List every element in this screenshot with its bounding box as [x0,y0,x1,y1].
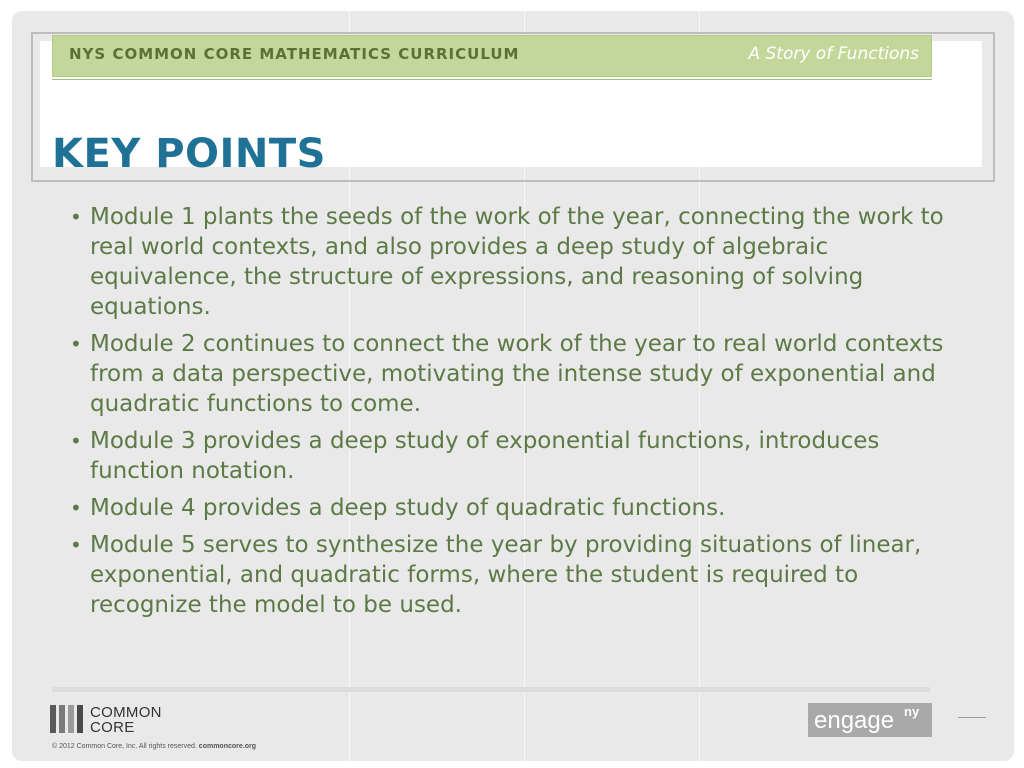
key-points-list [70,202,970,627]
curriculum-name: NYS COMMON CORE MATHEMATICS CURRICULUM [69,45,520,63]
footer-accent-line [958,717,986,718]
list-item: • Module 1 plants the seeds of the work of the year, connecting the work to real world contexts, and also provides a deep study of algebraic equivalence, the structure of expressions, and reasoning of solving equations. [70,202,970,322]
list-item: • Module 3 provides a deep study of exponential functions, introduces function notation. [70,426,970,486]
copyright-link[interactable]: commoncore.org [198,743,256,750]
logo-bar-icon [50,705,56,733]
header-divider [52,79,932,80]
engage-sup: ny [904,704,920,719]
slide [12,11,1014,761]
engage-word: engage [814,707,895,734]
list-item: • Module 2 continues to connect the work of the year to real world contexts from a data perspective, motivating the intense study of exponential and quadratic functions to come. [70,329,970,419]
story-name: A Story of Functions [748,44,919,64]
list-item: • Module 4 provides a deep study of quadratic functions. [70,493,970,523]
logo-bar-icon [59,705,65,733]
page-title: KEY POINTS [52,131,326,177]
logo-line: CORE [90,719,135,736]
copyright-notice [52,743,256,750]
logo-text [90,705,162,735]
footer-divider [52,687,930,692]
engage-ny-logo [808,703,932,737]
logo-line: COMMON [90,704,162,721]
copyright-text: © 2012 Common Core, Inc. All rights reserved. [52,743,197,750]
logo-bar-icon [68,705,74,733]
common-core-logo [50,705,190,741]
curriculum-header [52,35,932,77]
list-item: • Module 5 serves to synthesize the year by providing situations of linear, exponential, and quadratic forms, where the student is required to recognize the model to be used. [70,530,970,620]
logo-bar-icon [77,705,83,733]
